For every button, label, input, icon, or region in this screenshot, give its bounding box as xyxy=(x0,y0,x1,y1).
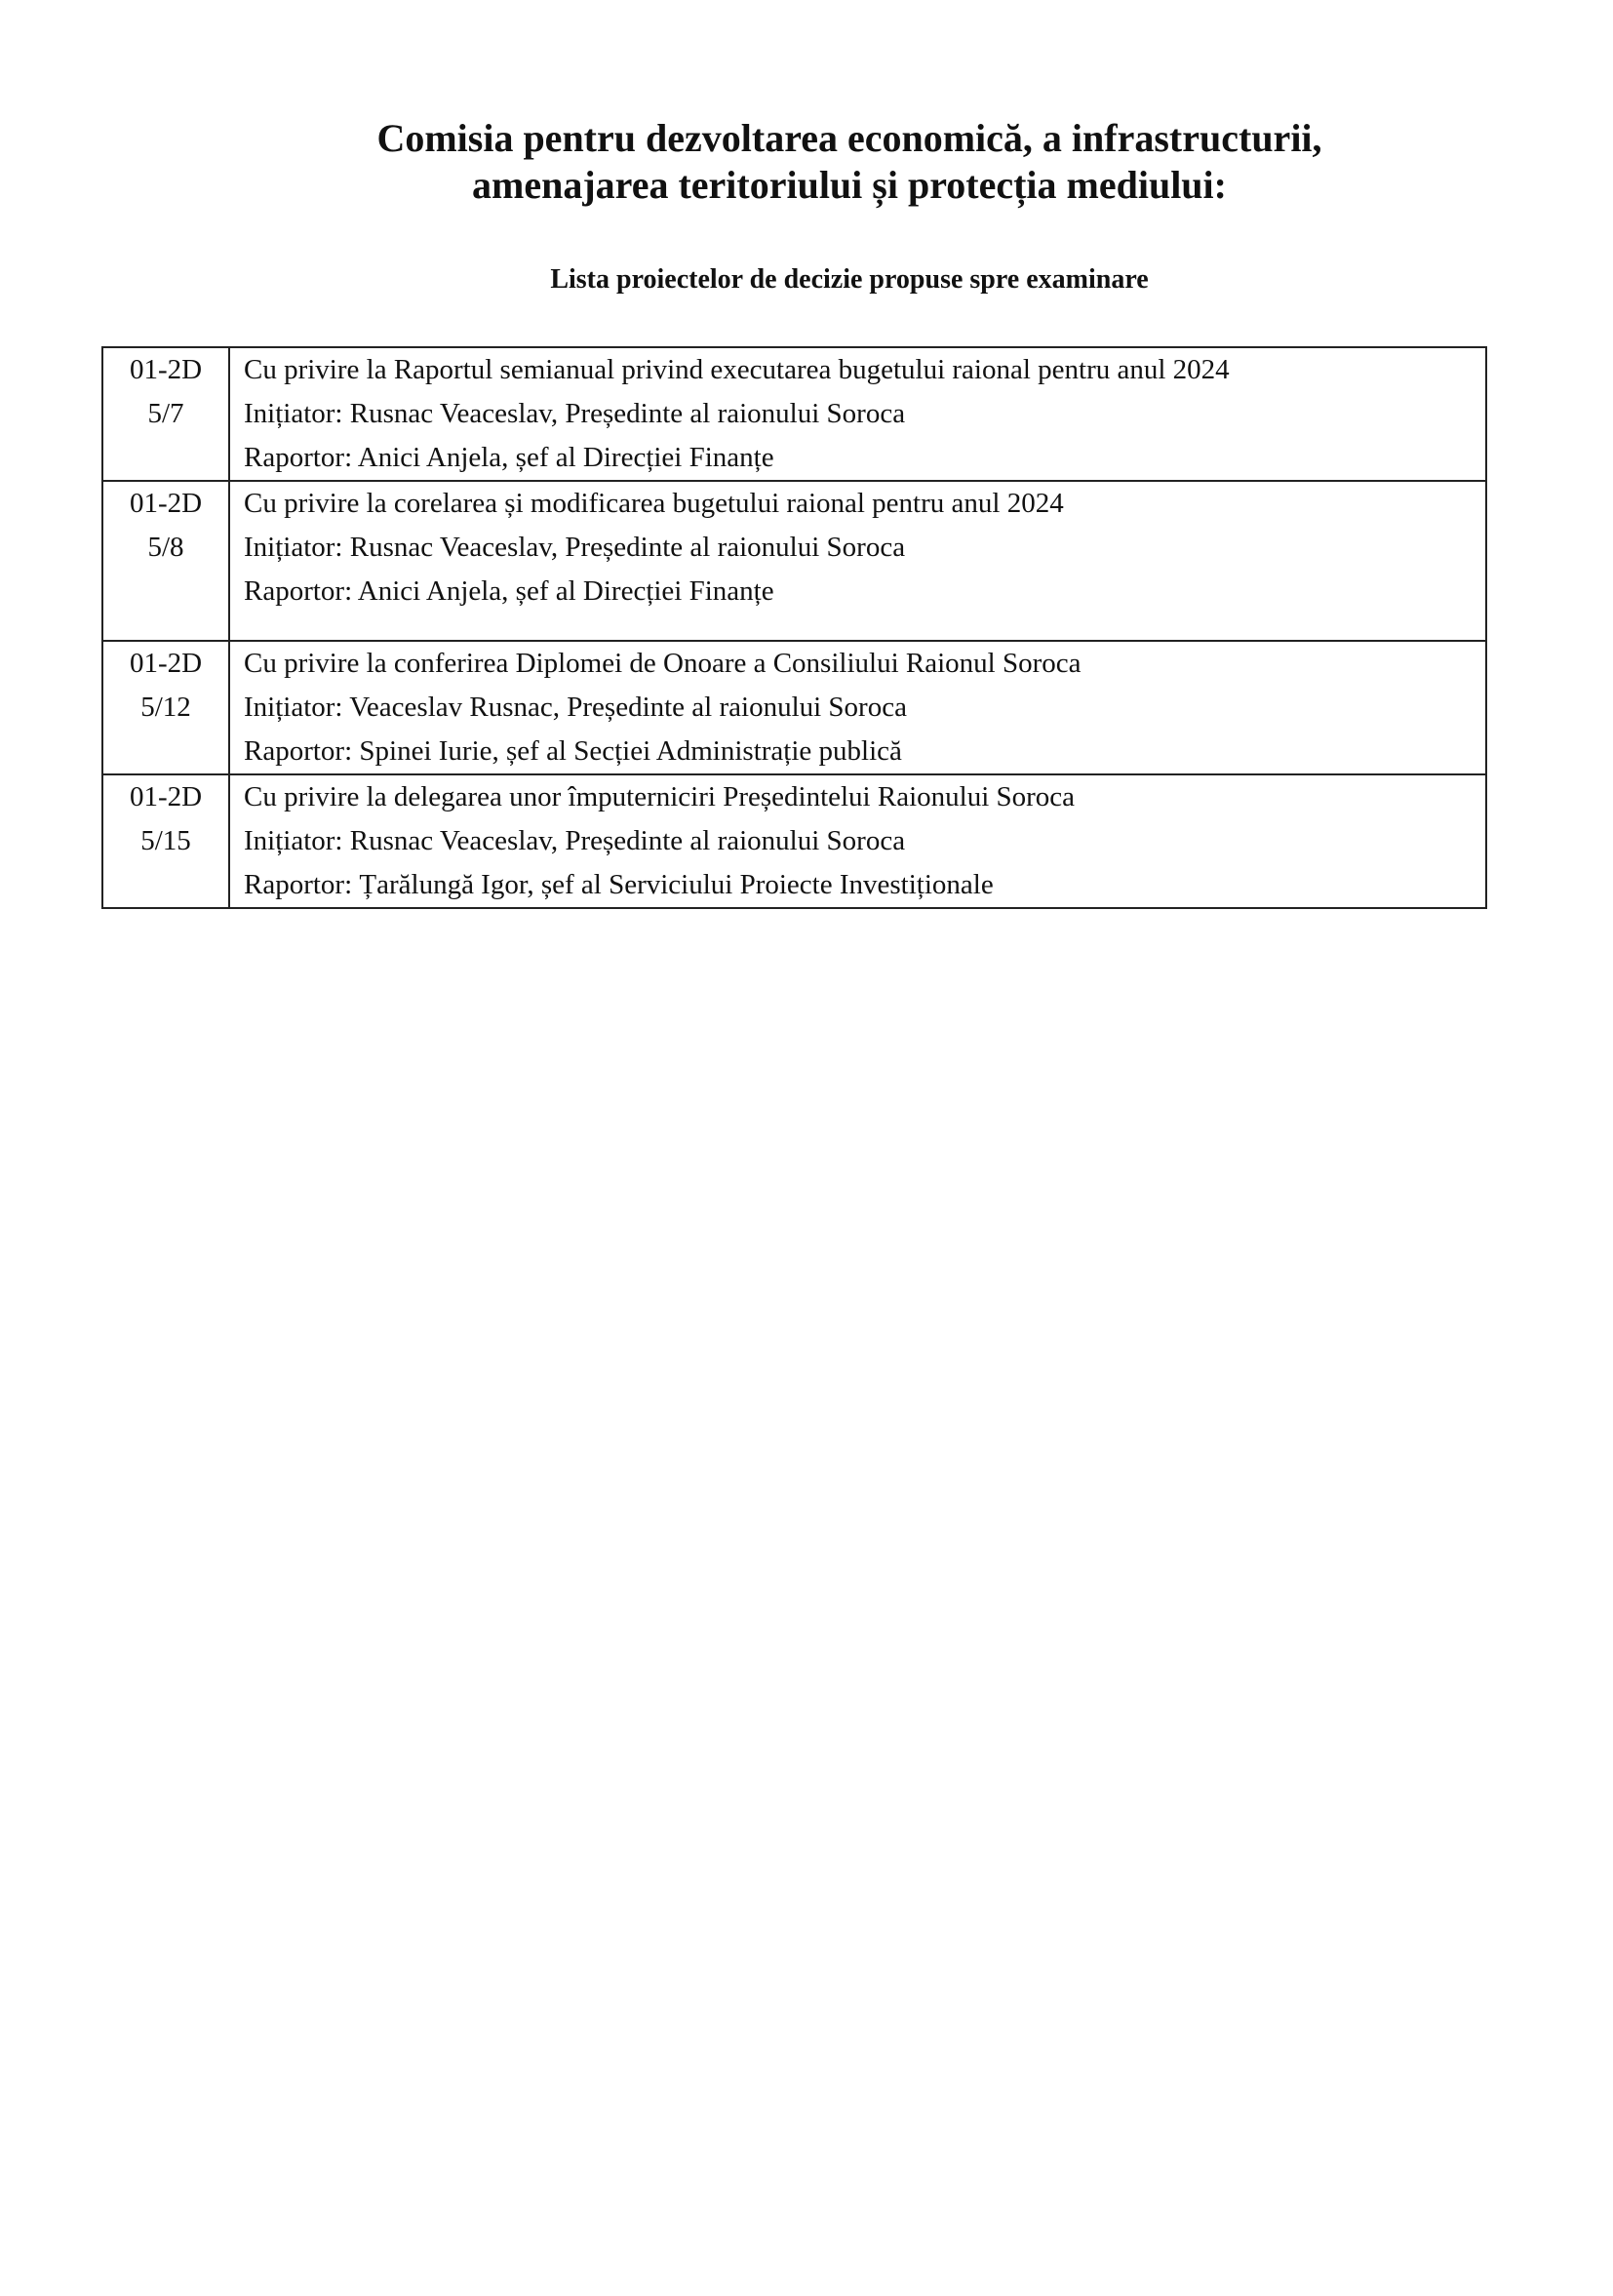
project-title: Cu privire la Raportul semianual privind executarea bugetului raional pentru anul 2024 xyxy=(244,354,1230,385)
project-title: Cu privire la delegarea unor împuterniciri Președintelui Raionului Soroca xyxy=(244,781,1076,812)
project-code: 01-2D xyxy=(129,781,203,812)
list-subtitle: Lista proiectelor de decizie propuse spre examinare xyxy=(550,264,1149,295)
projects-table xyxy=(101,346,1487,909)
project-initiator: Inițiator: Veaceslav Rusnac, Președinte al raionului Soroca xyxy=(244,692,907,723)
project-code: 01-2D xyxy=(129,488,203,519)
page-title xyxy=(0,115,1613,209)
table-row xyxy=(102,347,1486,481)
project-raportor: Raportor: Țarălungă Igor, șef al Serviciului Proiecte Investiționale xyxy=(244,869,994,900)
project-code-cell xyxy=(102,481,229,641)
project-initiator: Inițiator: Rusnac Veaceslav, Președinte al raionului Soroca xyxy=(244,398,906,429)
project-details-cell xyxy=(229,641,1486,774)
table-row xyxy=(102,774,1486,908)
project-number: 5/15 xyxy=(140,825,191,856)
project-number: 5/7 xyxy=(147,398,184,429)
project-raportor: Raportor: Anici Anjela, șef al Direcției Finanțe xyxy=(244,442,774,473)
project-details-cell xyxy=(229,347,1486,481)
project-initiator: Inițiator: Rusnac Veaceslav, Președinte al raionului Soroca xyxy=(244,532,906,563)
project-details-cell xyxy=(229,481,1486,641)
project-title: Cu privire la conferirea Diplomei de Onoare a Consiliului Raionul Soroca xyxy=(244,648,1082,679)
project-code-cell xyxy=(102,641,229,774)
project-details-cell xyxy=(229,774,1486,908)
project-title: Cu privire la corelarea și modificarea bugetului raional pentru anul 2024 xyxy=(244,488,1064,519)
project-number: 5/8 xyxy=(147,532,184,563)
project-code: 01-2D xyxy=(129,648,203,679)
project-initiator: Inițiator: Rusnac Veaceslav, Președinte al raionului Soroca xyxy=(244,825,906,856)
project-raportor: Raportor: Anici Anjela, șef al Direcției Finanțe xyxy=(244,575,774,607)
project-raportor: Raportor: Spinei Iurie, șef al Secției Administrație publică xyxy=(244,735,902,767)
title-line-2: amenajarea teritoriului și protecția mediului: xyxy=(472,163,1227,207)
table-row xyxy=(102,641,1486,774)
title-line-1: Comisia pentru dezvoltarea economică, a infrastructurii, xyxy=(376,116,1322,160)
project-code: 01-2D xyxy=(129,354,203,385)
table-row xyxy=(102,481,1486,641)
project-code-cell xyxy=(102,347,229,481)
project-code-cell xyxy=(102,774,229,908)
project-number: 5/12 xyxy=(140,692,191,723)
